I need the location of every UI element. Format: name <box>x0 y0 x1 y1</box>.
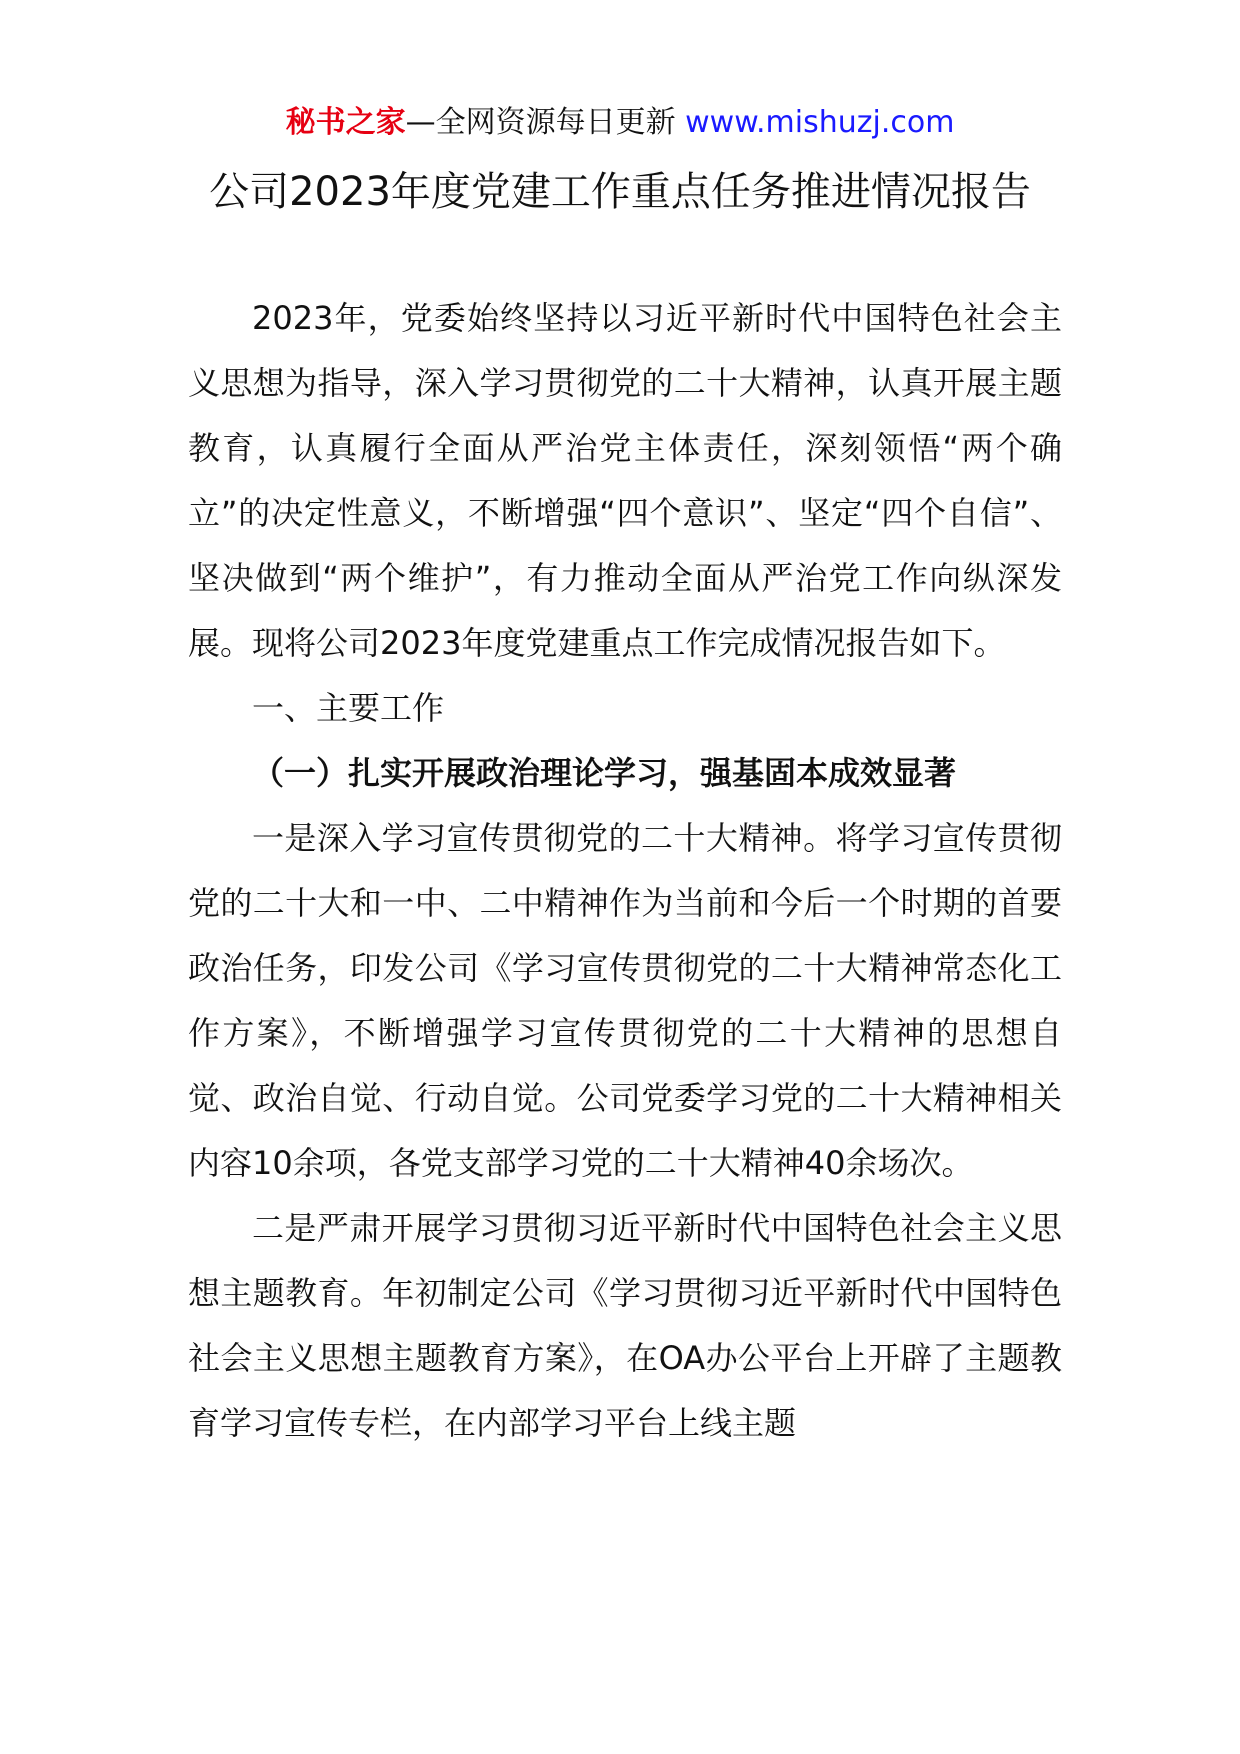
document-title: 公司2023年度党建工作重点任务推进情况报告 <box>209 169 1031 215</box>
intro-paragraph: 2023年，党委始终坚持以习近平新时代中国特色社会主义思想为指导，深入学习贯彻党的二十大精神，认真开展主题教育，认真履行全面从严治党主体责任，深刻领悟“两个确立”的决定性意义，不断增强“四个意识”、坚定“四个自信”、坚决做到“两个维护”，有力推动全面从严治党工作向纵深发展。现将公司2023年度党建重点工作完成情况报告如下。 <box>188 299 1062 662</box>
document-body <box>188 286 1062 1456</box>
site-header <box>0 103 1240 143</box>
site-tagline: —全网资源每日更新 <box>405 105 686 140</box>
site-url-link[interactable]: www.mishuzj.com <box>685 105 955 140</box>
paragraph-two: 二是严肃开展学习贯彻习近平新时代中国特色社会主义思想主题教育。年初制定公司《学习贯彻习近平新时代中国特色社会主义思想主题教育方案》，在OA办公平台上开辟了主题教育学习宣传专栏，在内部学习平台上线主题 <box>188 1209 1062 1442</box>
section-heading: 一、主要工作 <box>252 689 445 727</box>
paragraph-one: 一是深入学习宣传贯彻党的二十大精神。将学习宣传贯彻党的二十大和一中、二中精神作为当前和今后一个时期的首要政治任务，印发公司《学习宣传贯彻党的二十大精神常态化工作方案》，不断增强学习宣传贯彻党的二十大精神的思想自觉、政治自觉、行动自觉。公司党委学习党的二十大精神相关内容10余项，各党支部学习党的二十大精神40余场次。 <box>188 819 1062 1182</box>
site-name: 秘书之家 <box>285 105 406 140</box>
subsection-heading: （一）扎实开展政治理论学习，强基固本成效显著 <box>252 754 957 792</box>
